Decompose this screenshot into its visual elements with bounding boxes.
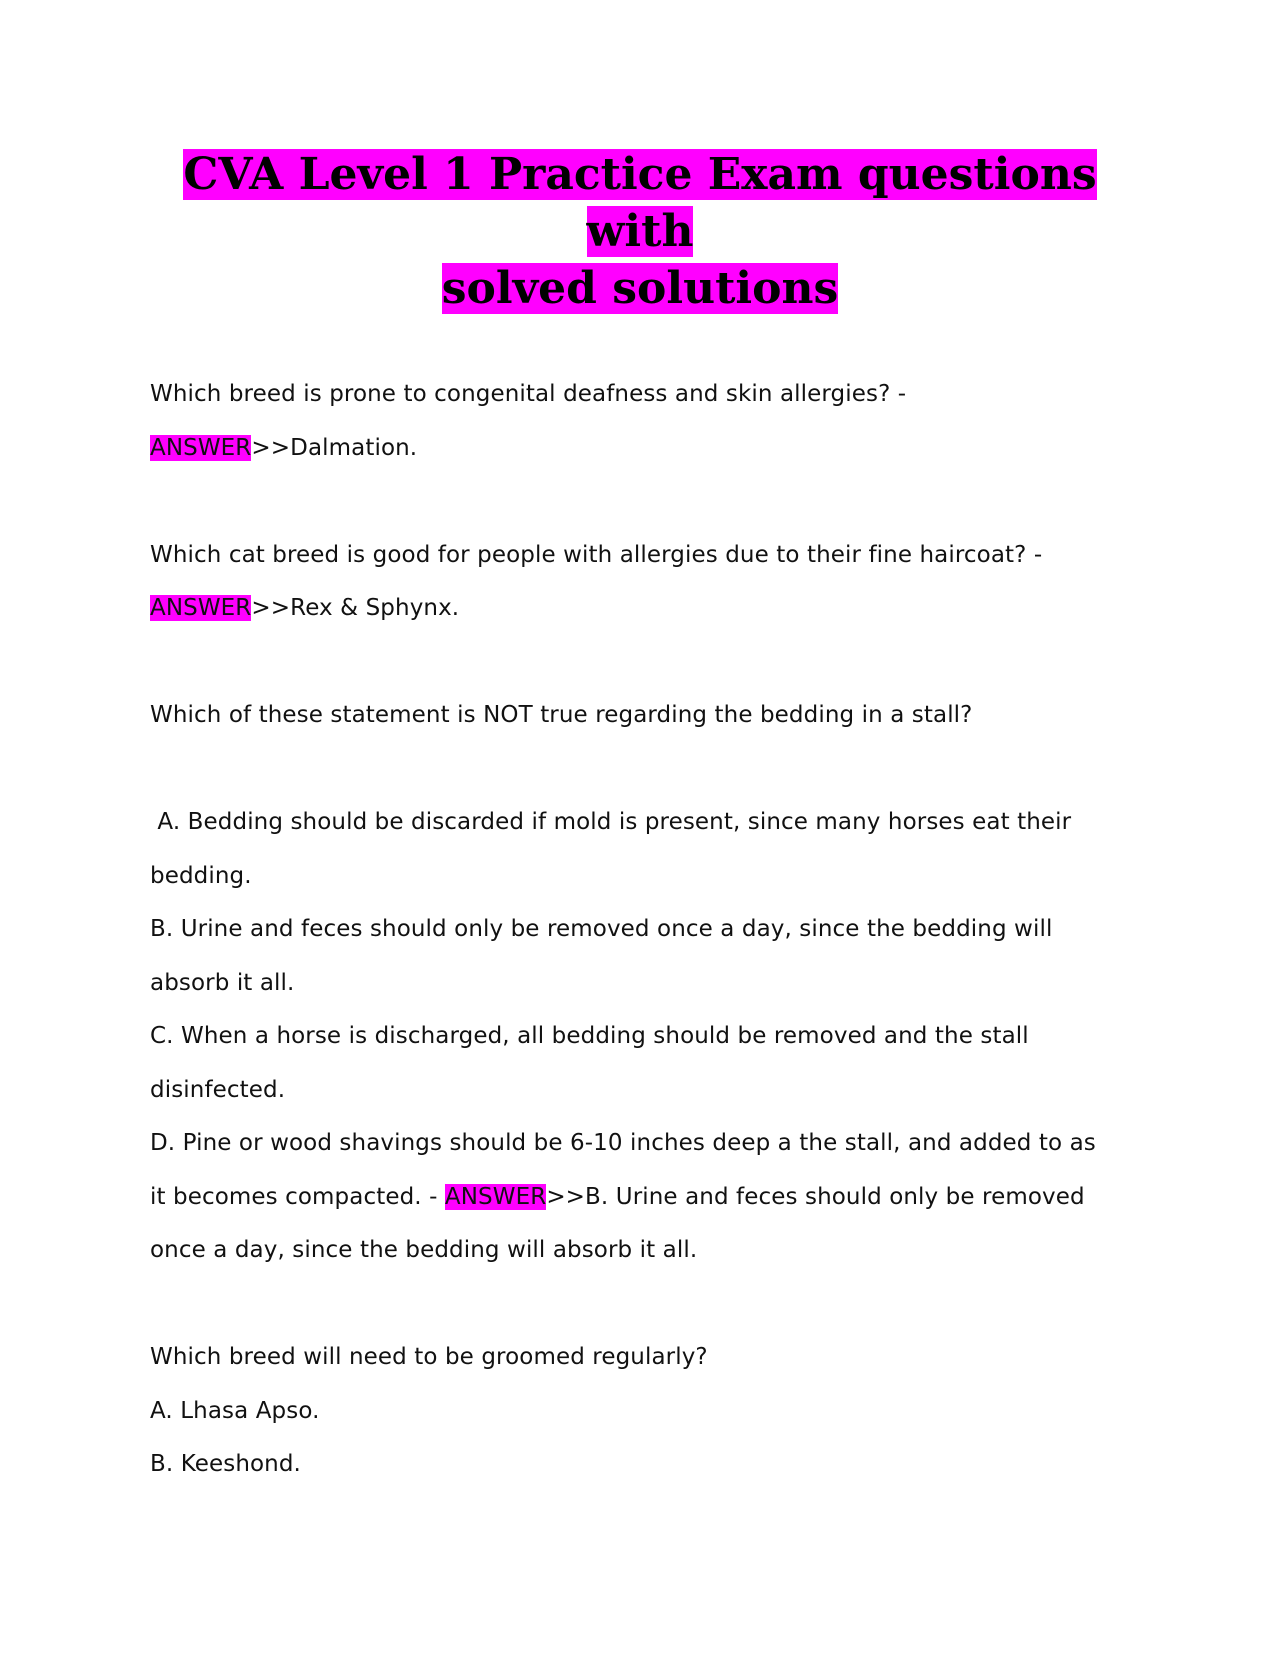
- q3-option-d-line1: D. Pine or wood shavings should be 6-10 inches deep a the stall, and added to as: [150, 1130, 1096, 1156]
- q3-option-a-line1: A. Bedding should be discarded if mold is present, since many horses eat their: [150, 809, 1072, 835]
- spacer: [150, 743, 1150, 797]
- q3-option-c-line1: C. When a horse is discharged, all bedding should be removed and the stall: [150, 1023, 1029, 1049]
- title-line-1: CVA Level 1 Practice Exam questions with: [183, 149, 1097, 257]
- document-title: [150, 146, 1130, 317]
- spacer: [150, 636, 1150, 690]
- spacer: [150, 1278, 1150, 1332]
- q3-option-a-line2: bedding.: [150, 862, 252, 889]
- title-line-2: solved solutions: [441, 263, 839, 314]
- q4-option-b: B. Keeshond.: [150, 1451, 301, 1477]
- q3-option-c-line2: disinfected.: [150, 1076, 286, 1103]
- q3-answer-text: >>B. Urine and feces should only be removed: [546, 1183, 1085, 1210]
- q2-answer: [150, 582, 1150, 636]
- answer-tag: ANSWER: [150, 434, 252, 461]
- q4-option-a: A. Lhasa Apso.: [150, 1397, 320, 1424]
- answer-tag: ANSWER: [150, 595, 252, 621]
- q3-option-b-line2: absorb it all.: [150, 969, 295, 996]
- q1-answer-text: >>Dalmation.: [251, 434, 418, 461]
- q2-answer-text: >>Rex & Sphynx.: [251, 595, 460, 621]
- q3-answer-line2: once a day, since the bedding will absorb it all.: [150, 1237, 698, 1263]
- q3-option-b-line1: B. Urine and feces should only be removed once a day, since the bedding will: [150, 916, 1053, 942]
- q1-answer: [150, 422, 1150, 476]
- q1-question: Which breed is prone to congenital deafness and skin allergies? -: [150, 381, 907, 407]
- q3-question: Which of these statement is NOT true regarding the bedding in a stall?: [150, 702, 973, 728]
- q3-option-d-line2: [150, 1171, 1150, 1225]
- document-body: [150, 368, 1150, 1492]
- q3-option-d-prefix: it becomes compacted. -: [150, 1183, 445, 1210]
- answer-tag: ANSWER: [444, 1183, 547, 1210]
- q2-question: Which cat breed is good for people with allergies due to their fine haircoat? -: [150, 541, 1043, 568]
- q4-question: Which breed will need to be groomed regularly?: [150, 1344, 708, 1370]
- spacer: [150, 475, 1150, 529]
